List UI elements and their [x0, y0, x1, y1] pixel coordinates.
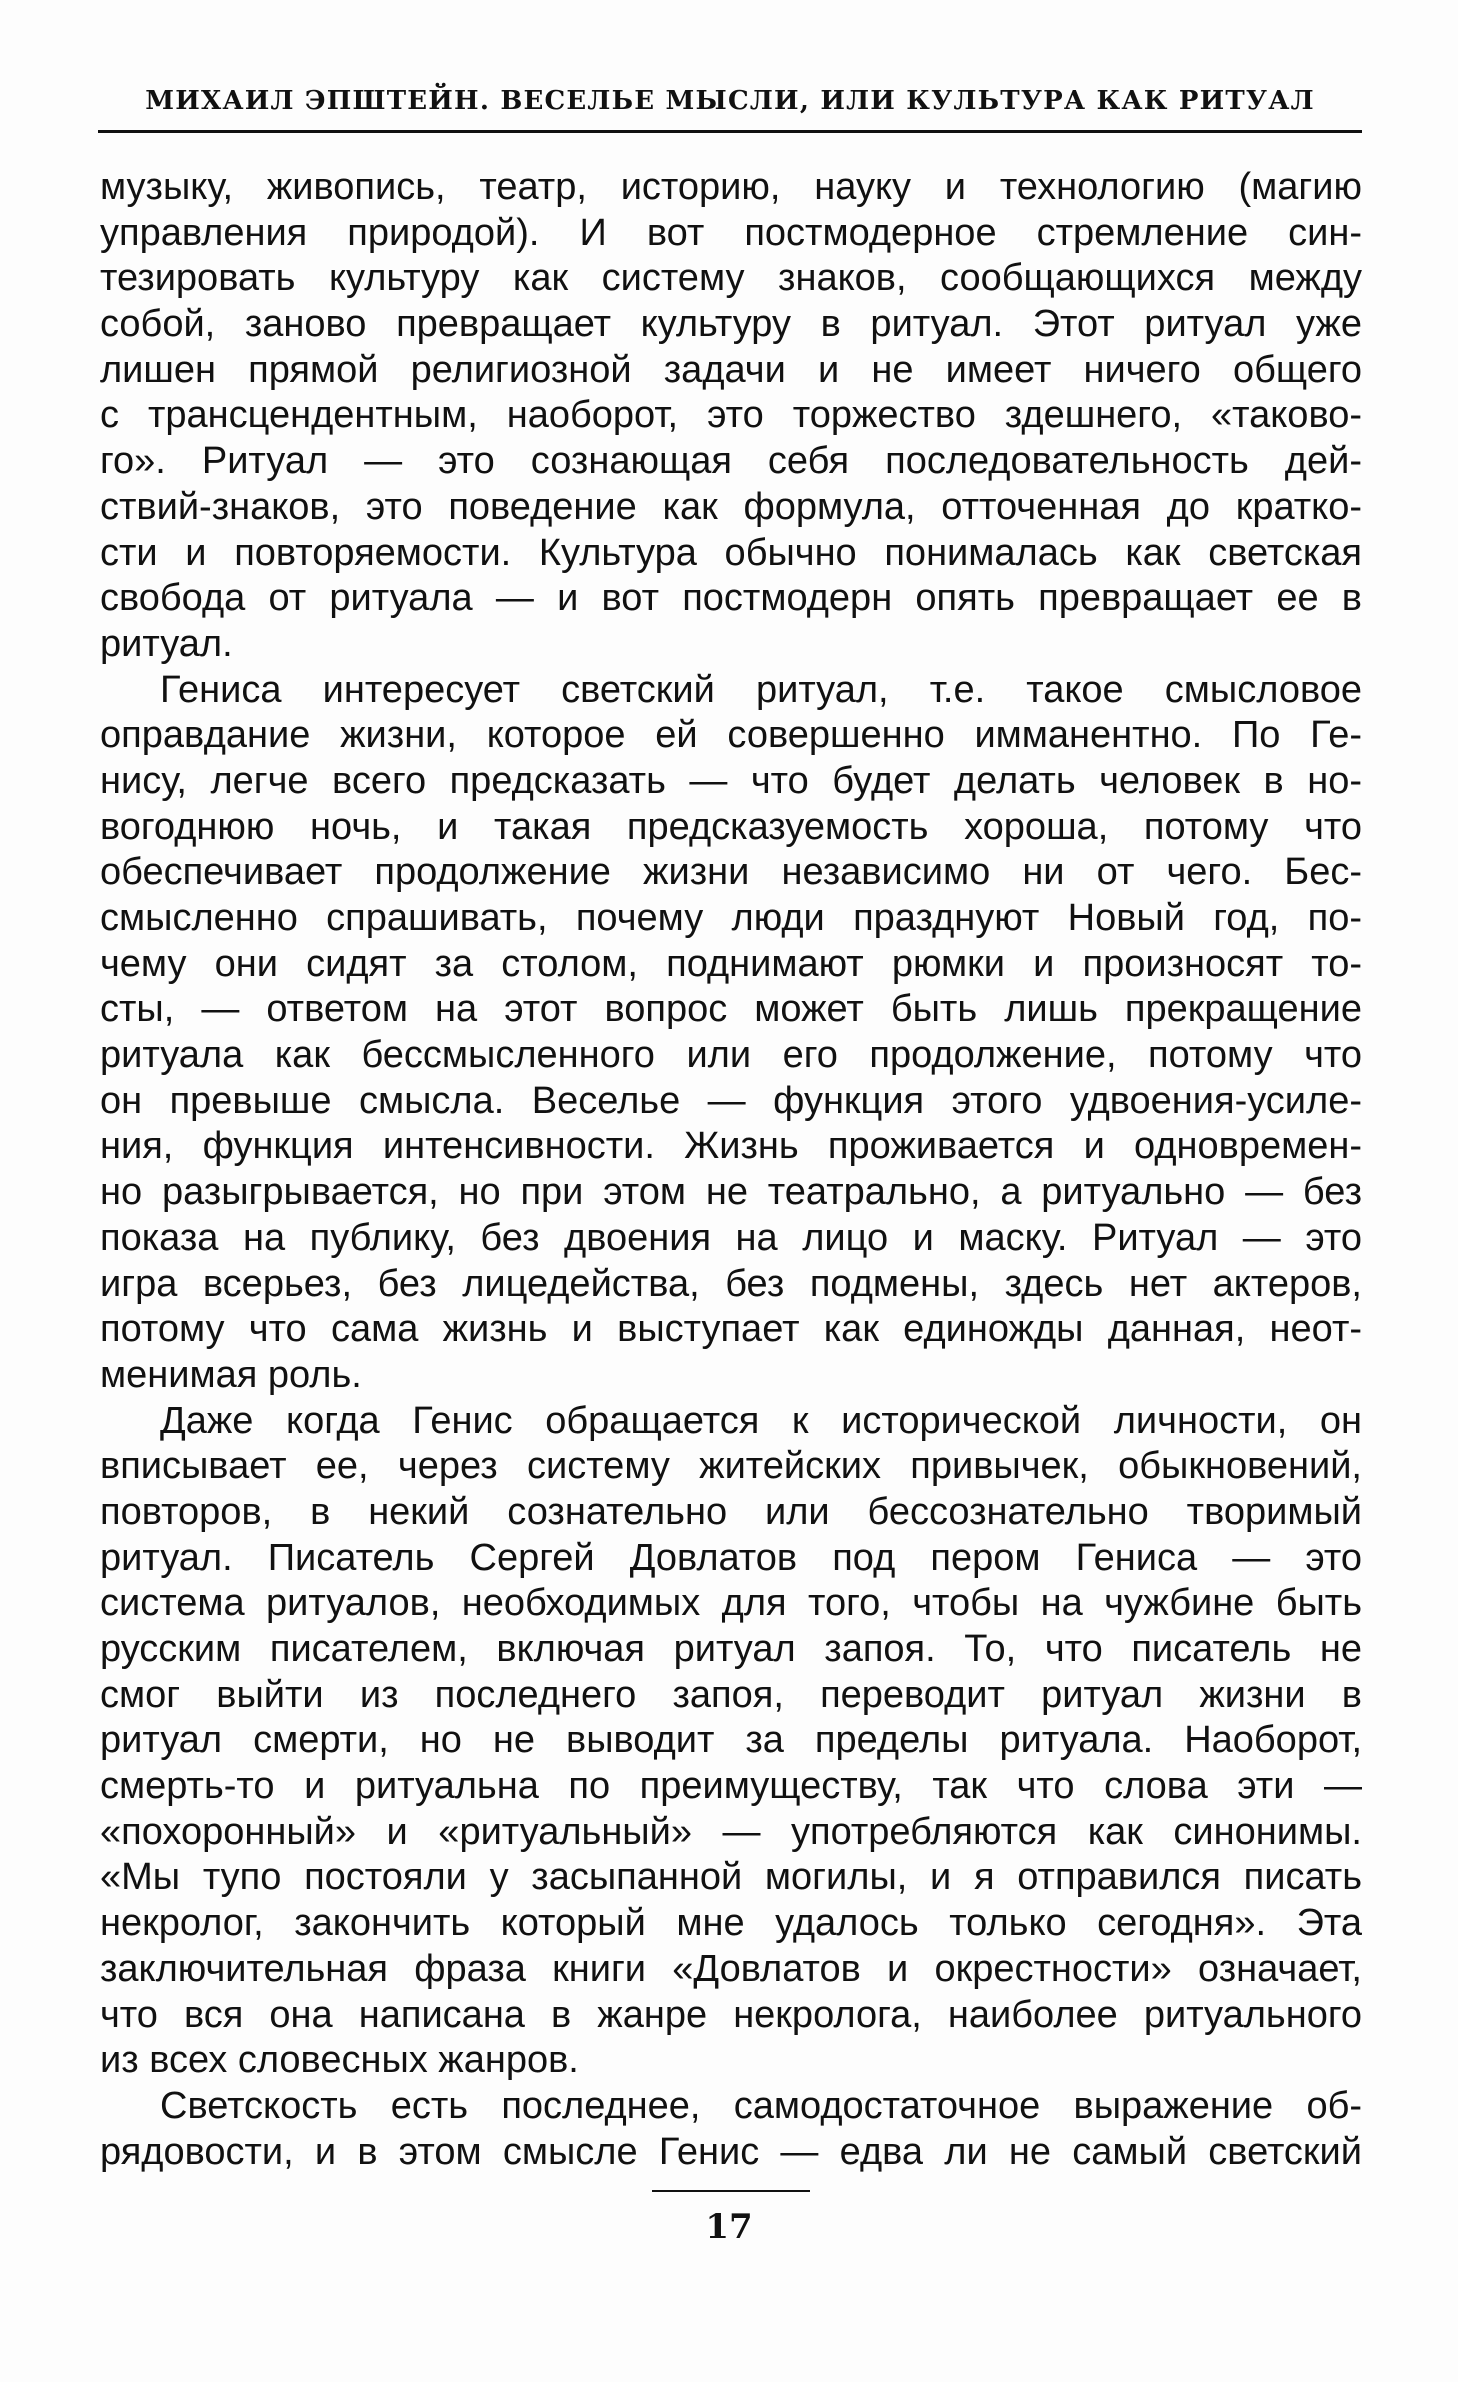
text-line: сти и повторяемости. Культура обычно понималась как светская — [100, 531, 1362, 574]
paragraph-first-line: Даже когда Генис обращается к исторической личности, он — [160, 1399, 1362, 1442]
text-line: чему они сидят за столом, поднимают рюмки и произносят то- — [100, 942, 1362, 985]
text-line: свобода от ритуала — и вот постмодерн опять превращает ее в — [100, 577, 1362, 620]
text-line: смог выйти из последнего запоя, переводит ритуал жизни в — [100, 1673, 1362, 1716]
text-line: «похоронный» и «ритуальный» — употребляются как синонимы. — [100, 1810, 1362, 1853]
text-line: он превыше смысла. Веселье — функция этого удвоения-усиле- — [100, 1079, 1362, 1122]
text-line: вогоднюю ночь, и такая предсказуемость хороша, потому что — [100, 805, 1362, 848]
text-line: показа на публику, без двоения на лицо и маску. Ритуал — это — [100, 1216, 1362, 1259]
text-line: но разыгрывается, но при этом не театрально, а ритуально — без — [100, 1171, 1362, 1214]
paragraph-first-line: Светскость есть последнее, самодостаточное выражение об- — [160, 2084, 1362, 2127]
text-line: собой, заново превращает культуру в ритуал. Этот ритуал уже — [100, 303, 1362, 346]
text-line: повторов, в некий сознательно или бессознательно творимый — [100, 1490, 1362, 1533]
running-head: МИХАИЛ ЭПШТЕЙН. ВЕСЕЛЬЕ МЫСЛИ, ИЛИ КУЛЬТУРА КАК РИТУАЛ — [145, 86, 1315, 116]
text-line: рядовости, и в этом смысле Генис — едва ли не самый светский — [100, 2130, 1362, 2173]
text-line: ритуал. — [100, 622, 233, 665]
text-line: менимая роль. — [100, 1353, 362, 1396]
text-line: оправдание жизни, которое ей совершенно имманентно. По Ге- — [100, 714, 1362, 757]
text-line: система ритуалов, необходимых для того, чтобы на чужбине быть — [100, 1582, 1362, 1625]
text-line: потому что сама жизнь и выступает как единожды данная, неот- — [100, 1308, 1362, 1351]
body-text — [100, 165, 1362, 2175]
text-line: ритуала как бессмысленного или его продолжение, потому что — [100, 1034, 1362, 1077]
text-line: ритуал. Писатель Сергей Довлатов под пером Гениса — это — [100, 1536, 1362, 1579]
text-line: сты, — ответом на этот вопрос может быть лишь прекращение — [100, 988, 1362, 1031]
page-number: 17 — [705, 2207, 753, 2247]
text-line: некролог, закончить который мне удалось только сегодня». Эта — [100, 1902, 1362, 1945]
text-line: смерть-то и ритуальна по преимуществу, так что слова эти — — [100, 1765, 1362, 1808]
text-line: с трансцендентным, наоборот, это торжество здешнего, «таково- — [100, 394, 1362, 437]
text-line: управления природой). И вот постмодерное стремление син- — [100, 211, 1362, 254]
text-line: что вся она написана в жанре некролога, наиболее ритуального — [100, 1993, 1362, 2036]
text-line: лишен прямой религиозной задачи и не имеет ничего общего — [100, 348, 1362, 391]
text-line: ния, функция интенсивности. Жизнь проживается и одновремен- — [100, 1125, 1362, 1168]
text-line: ритуал смерти, но не выводит за пределы ритуала. Наоборот, — [100, 1719, 1362, 1762]
text-line: вписывает ее, через систему житейских привычек, обыкновений, — [100, 1445, 1362, 1488]
text-line: тезировать культуру как систему знаков, сообщающихся между — [100, 257, 1362, 300]
text-line: «Мы тупо постояли у засыпанной могилы, и я отправился писать — [100, 1856, 1362, 1899]
text-line: игра всерьез, без лицедейства, без подмены, здесь нет актеров, — [100, 1262, 1362, 1305]
paragraph-first-line: Гениса интересует светский ритуал, т.е. такое смысловое — [160, 668, 1362, 711]
text-line: из всех словесных жанров. — [100, 2039, 579, 2082]
folio-rule — [652, 2190, 810, 2192]
text-line: русским писателем, включая ритуал запоя. То, что писатель не — [100, 1628, 1362, 1670]
text-line: го». Ритуал — это сознающая себя последовательность дей- — [100, 440, 1362, 483]
text-line: ствий-знаков, это поведение как формула, отточенная до кратко- — [100, 485, 1362, 528]
text-line: заключительная фраза книги «Довлатов и окрестности» означает, — [100, 1947, 1362, 1990]
header-rule — [98, 130, 1362, 133]
text-line: музыку, живопись, театр, историю, науку и технологию (магию — [100, 166, 1362, 208]
text-line: нису, легче всего предсказать — что будет делать человек в но- — [100, 759, 1362, 802]
text-line: обеспечивает продолжение жизни независимо ни от чего. Бес- — [100, 851, 1362, 894]
text-line: смысленно спрашивать, почему люди празднуют Новый год, по- — [100, 897, 1362, 939]
